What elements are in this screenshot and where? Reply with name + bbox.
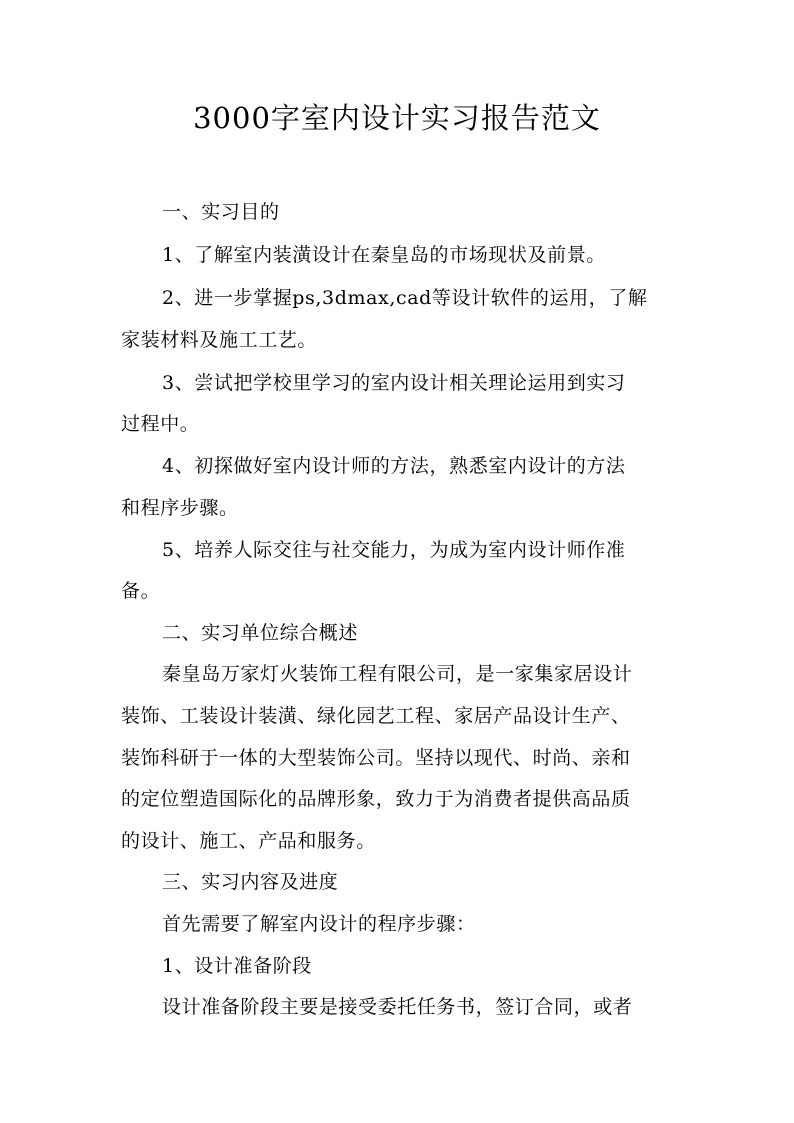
- paragraph-line: 首先需要了解室内设计的程序步骤：: [162, 913, 476, 935]
- paragraph-line: 3、尝试把学校里学习的室内设计相关理论运用到实习: [162, 372, 626, 394]
- paragraph-line: 备。: [121, 580, 161, 602]
- paragraph-line: 的定位塑造国际化的品牌形象，致力于为消费者提供高品质: [121, 788, 631, 810]
- paragraph-line: 的设计、施工、产品和服务。: [121, 830, 376, 852]
- paragraph-line: 秦皇岛万家灯火装饰工程有限公司，是一家集家居设计: [162, 663, 633, 685]
- paragraph-line: 装饰科研于一体的大型装饰公司。坚持以现代、时尚、亲和: [121, 747, 631, 769]
- paragraph-line: 家装材料及施工工艺。: [121, 329, 318, 351]
- paragraph-line: 装饰、工装设计装潢、绿化园艺工程、家居产品设计生产、: [121, 705, 631, 727]
- section-heading-company: 二、实习单位综合概述: [162, 622, 359, 644]
- section-heading-content: 三、实习内容及进度: [162, 871, 339, 893]
- paragraph-line: 2、进一步掌握ps,3dmax,cad等设计软件的运用，了解: [162, 287, 648, 309]
- paragraph-line: 1、了解室内装潢设计在秦皇岛的市场现状及前景。: [162, 244, 606, 266]
- paragraph-line: 5、培养人际交往与社交能力，为成为室内设计师作准: [162, 539, 626, 561]
- subsection-heading: 1、设计准备阶段: [162, 955, 312, 977]
- paragraph-line: 设计准备阶段主要是接受委托任务书，签订合同，或者: [162, 996, 633, 1018]
- paragraph-line: 和程序步骤。: [121, 497, 239, 519]
- paragraph-line: 4、初探做好室内设计师的方法，熟悉室内设计的方法: [162, 455, 626, 477]
- document-title: 3000字室内设计实习报告范文: [193, 101, 601, 135]
- section-heading-purpose: 一、实习目的: [162, 201, 280, 223]
- paragraph-line: 过程中。: [121, 413, 200, 435]
